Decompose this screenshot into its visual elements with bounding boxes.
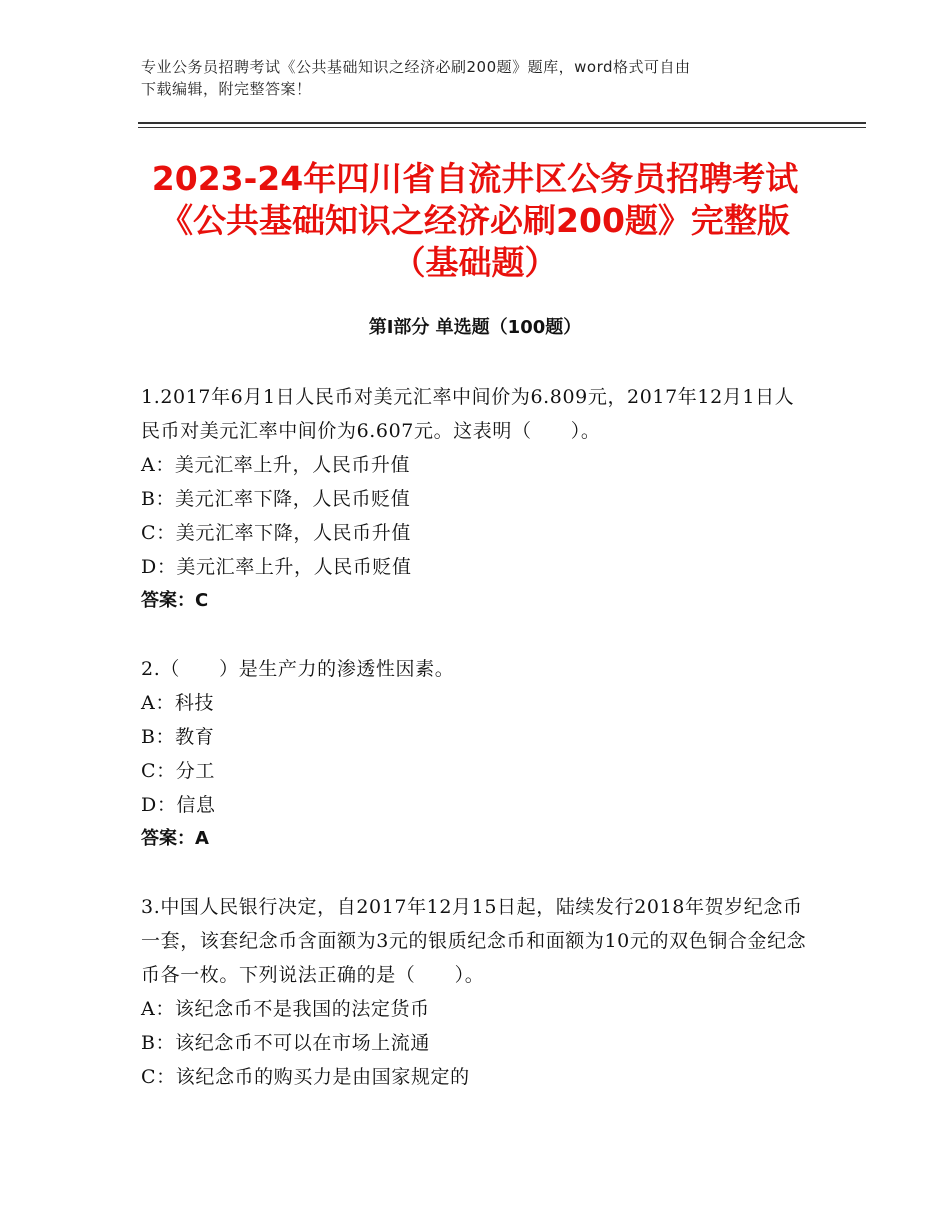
question-option-a: A：美元汇率上升，人民币升值 — [141, 454, 411, 476]
question-option-c: C：美元汇率下降，人民币升值 — [141, 522, 411, 544]
question-2 — [141, 652, 811, 856]
question-stem: 1.2017年6月1日人民币对美元汇率中间价为6.809元，2017年12月1日人民币对美元汇率中间价为6.607元。这表明（ ）。 — [141, 386, 795, 442]
question-stem: 3.中国人民银行决定，自2017年12月15日起，陆续发行2018年贺岁纪念币一套，该套纪念币含面额为3元的银质纪念币和面额为10元的双色铜合金纪念币各一枚。下列说法正确的是（ ）。 — [141, 896, 807, 986]
question-option-d: D：美元汇率上升，人民币贬值 — [141, 556, 412, 578]
question-1 — [141, 380, 811, 618]
question-answer: 答案：A — [141, 828, 209, 849]
question-option-d: D：信息 — [141, 794, 216, 816]
question-answer: 答案：C — [141, 590, 209, 611]
header-note — [141, 56, 821, 100]
question-option-b: B：教育 — [141, 726, 215, 748]
question-stem: 2.（ ）是生产力的渗透性因素。 — [141, 658, 455, 680]
question-spacer — [141, 856, 811, 890]
section-title: 第Ⅰ部分 单选题（100题） — [368, 317, 582, 338]
header-note-line-1: 专业公务员招聘考试《公共基础知识之经济必刷200题》题库，word格式可自由 — [141, 58, 691, 76]
document-title — [120, 158, 830, 284]
question-option-b: B：美元汇率下降，人民币贬值 — [141, 488, 411, 510]
question-option-a: A：该纪念币不是我国的法定货币 — [141, 998, 430, 1020]
header-divider-thick — [138, 122, 866, 124]
title-line-1: 2023-24年四川省自流井区公务员招聘考试 — [151, 159, 799, 198]
header-divider-thin — [138, 127, 866, 128]
question-list — [141, 380, 811, 1094]
header-note-line-2: 下载编辑，附完整答案！ — [141, 80, 312, 98]
title-line-2: 《公共基础知识之经济必刷200题》完整版 — [160, 201, 790, 240]
title-line-3: （基础题） — [392, 243, 558, 282]
question-3 — [141, 890, 811, 1094]
question-option-c: C：该纪念币的购买力是由国家规定的 — [141, 1066, 470, 1088]
question-option-b: B：该纪念币不可以在市场上流通 — [141, 1032, 430, 1054]
question-option-c: C：分工 — [141, 760, 215, 782]
question-option-a: A：科技 — [141, 692, 215, 714]
question-spacer — [141, 618, 811, 652]
